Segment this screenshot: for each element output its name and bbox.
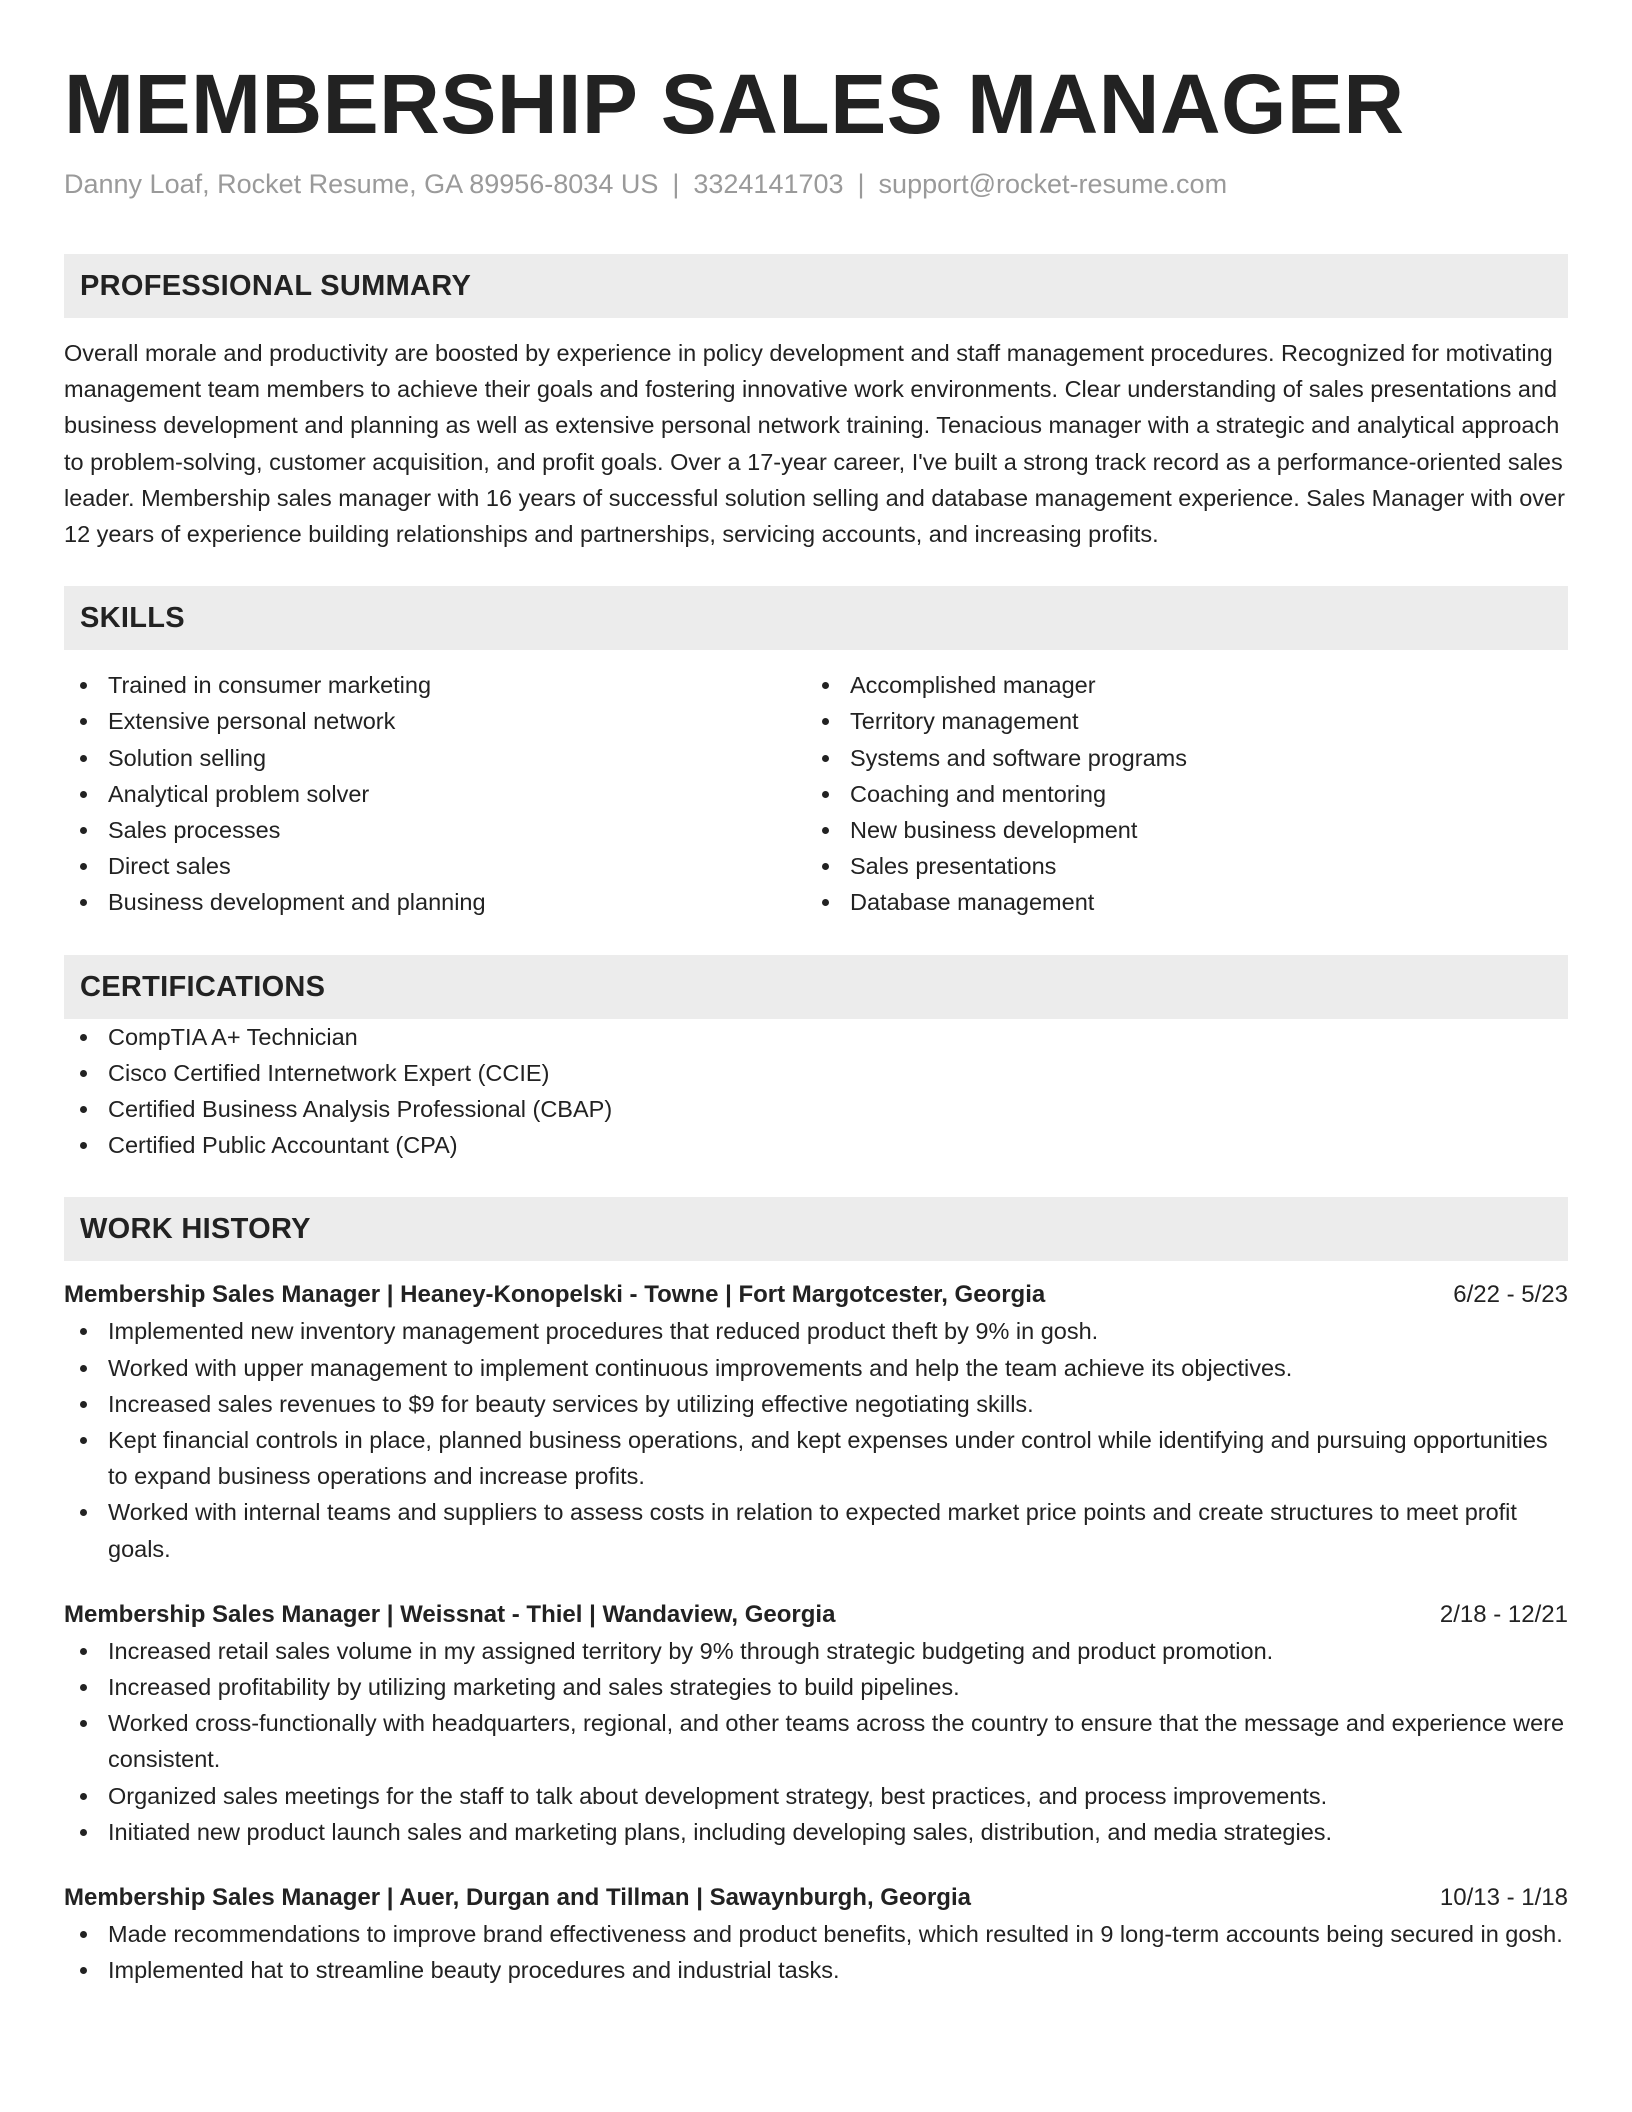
skill-label: Coaching and mentoring xyxy=(850,780,1107,807)
bullet-icon xyxy=(80,1684,87,1691)
job-bullet xyxy=(64,1705,1568,1777)
skill-label: Sales processes xyxy=(108,817,281,844)
bullet-icon xyxy=(80,1070,87,1077)
job-bullet-text: Implemented new inventory management procedures that reduced product theft by 9% in gosh. xyxy=(108,1318,1099,1345)
certification-label: CompTIA A+ Technician xyxy=(108,1023,358,1050)
skills-left-column xyxy=(64,667,806,920)
bullet-icon xyxy=(80,1142,87,1149)
skill-item xyxy=(64,848,806,884)
job-bullet xyxy=(64,1916,1568,1952)
job-bullet-text: Implemented hat to streamline beauty procedures and industrial tasks. xyxy=(108,1957,840,1984)
job-entry xyxy=(64,1597,1568,1850)
skills-right-column xyxy=(806,667,1548,920)
skill-label: Extensive personal network xyxy=(108,708,396,735)
skill-label: Direct sales xyxy=(108,853,231,880)
job-bullet xyxy=(64,1952,1568,1988)
job-title: Membership Sales Manager | Heaney-Konopelski - Towne | Fort Margotcester, Georgia xyxy=(64,1281,1046,1309)
job-entry xyxy=(64,1277,1568,1566)
job-bullet-text: Worked with upper management to implement continuous improvements and help the team achieve its objectives. xyxy=(108,1354,1293,1381)
job-bullet xyxy=(64,1669,1568,1705)
certification-label: Certified Business Analysis Professional (CBAP) xyxy=(108,1096,613,1123)
job-bullet xyxy=(64,1313,1568,1349)
skill-label: Territory management xyxy=(850,708,1079,735)
bullet-icon xyxy=(80,1106,87,1113)
skill-item xyxy=(806,812,1548,848)
skills-heading: SKILLS xyxy=(64,586,1568,650)
job-bullets xyxy=(64,1916,1568,1988)
skill-item xyxy=(64,667,806,703)
contact-line xyxy=(64,166,1568,202)
contact-separator: | xyxy=(672,169,680,199)
job-bullet xyxy=(64,1778,1568,1814)
bullet-icon xyxy=(822,899,829,906)
job-bullets xyxy=(64,1313,1568,1566)
job-bullet-text: Worked with internal teams and suppliers to assess costs in relation to expected market price points and create structures to meet profit goals. xyxy=(108,1499,1517,1562)
job-bullet xyxy=(64,1350,1568,1386)
job-bullet-text: Initiated new product launch sales and marketing plans, including developing sales, distribution, and media strategies. xyxy=(108,1818,1333,1845)
bullet-icon xyxy=(80,863,87,870)
bullet-icon xyxy=(822,791,829,798)
work-history-heading: WORK HISTORY xyxy=(64,1197,1568,1261)
job-bullets xyxy=(64,1633,1568,1850)
bullet-icon xyxy=(80,682,87,689)
skill-item xyxy=(64,776,806,812)
skill-label: New business development xyxy=(850,817,1138,844)
bullet-icon xyxy=(80,1328,87,1335)
job-bullet-text: Increased retail sales volume in my assigned territory by 9% through strategic budgeting and product promotion. xyxy=(108,1637,1274,1664)
skill-label: Solution selling xyxy=(108,744,267,771)
bullet-icon xyxy=(822,718,829,725)
skill-item xyxy=(64,740,806,776)
job-bullet-text: Worked cross-functionally with headquarters, regional, and other teams across the country to ensure that the message and experience were consistent. xyxy=(108,1710,1565,1773)
job-entry xyxy=(64,1880,1568,1988)
job-header xyxy=(64,1597,1568,1633)
job-bullet-text: Kept financial controls in place, planned business operations, and kept expenses under control while identifying and pursuing opportunities to expand business operations and increase profits. xyxy=(108,1427,1548,1490)
certification-item xyxy=(64,1127,1568,1163)
job-bullet xyxy=(64,1814,1568,1850)
job-dates: 2/18 - 12/21 xyxy=(1439,1600,1568,1628)
contact-address: Danny Loaf, Rocket Resume, GA 89956-8034 US xyxy=(64,169,659,199)
summary-heading: PROFESSIONAL SUMMARY xyxy=(64,254,1568,318)
skill-item xyxy=(806,776,1548,812)
bullet-icon xyxy=(80,1034,87,1041)
job-title: Membership Sales Manager | Weissnat - Thiel | Wandaview, Georgia xyxy=(64,1600,836,1628)
job-bullet-text: Increased sales revenues to $9 for beauty services by utilizing effective negotiating skills. xyxy=(108,1390,1034,1417)
certification-label: Certified Public Accountant (CPA) xyxy=(108,1132,458,1159)
skill-label: Analytical problem solver xyxy=(108,780,370,807)
job-header xyxy=(64,1277,1568,1313)
bullet-icon xyxy=(80,755,87,762)
skill-item xyxy=(806,848,1548,884)
bullet-icon xyxy=(822,682,829,689)
skill-item xyxy=(806,884,1548,920)
bullet-icon xyxy=(80,1401,87,1408)
certification-item xyxy=(64,1091,1568,1127)
bullet-icon xyxy=(80,1509,87,1516)
bullet-icon xyxy=(80,899,87,906)
bullet-icon xyxy=(822,827,829,834)
job-bullet xyxy=(64,1422,1568,1494)
bullet-icon xyxy=(80,1365,87,1372)
skill-item xyxy=(64,812,806,848)
contact-phone: 3324141703 xyxy=(693,169,844,199)
bullet-icon xyxy=(80,827,87,834)
skill-item xyxy=(806,703,1548,739)
skills-grid xyxy=(64,667,1568,920)
job-bullet xyxy=(64,1494,1568,1566)
certifications-list xyxy=(64,1019,1568,1164)
bullet-icon xyxy=(80,1967,87,1974)
bullet-icon xyxy=(80,1829,87,1836)
skill-label: Accomplished manager xyxy=(850,672,1096,699)
bullet-icon xyxy=(80,1648,87,1655)
bullet-icon xyxy=(822,755,829,762)
bullet-icon xyxy=(80,791,87,798)
skill-label: Systems and software programs xyxy=(850,744,1187,771)
skill-label: Sales presentations xyxy=(850,853,1057,880)
job-bullet-text: Made recommendations to improve brand effectiveness and product benefits, which resulted in 9 long-term accounts being secured in gosh. xyxy=(108,1921,1563,1948)
skill-label: Trained in consumer marketing xyxy=(108,672,432,699)
bullet-icon xyxy=(80,1931,87,1938)
contact-separator: | xyxy=(857,169,865,199)
job-bullet-text: Increased profitability by utilizing marketing and sales strategies to build pipelines. xyxy=(108,1674,960,1701)
contact-email: support@rocket-resume.com xyxy=(878,169,1228,199)
bullet-icon xyxy=(80,1437,87,1444)
bullet-icon xyxy=(80,1720,87,1727)
certification-label: Cisco Certified Internetwork Expert (CCIE) xyxy=(108,1059,550,1086)
bullet-icon xyxy=(80,1793,87,1800)
skill-item xyxy=(806,667,1548,703)
skill-item xyxy=(64,884,806,920)
job-dates: 6/22 - 5/23 xyxy=(1453,1281,1568,1309)
certifications-heading: CERTIFICATIONS xyxy=(64,955,1568,1019)
resume-title: MEMBERSHIP SALES MANAGER xyxy=(64,57,1405,151)
job-bullet-text: Organized sales meetings for the staff to talk about development strategy, best practices, and process improvements. xyxy=(108,1782,1328,1809)
job-bullet xyxy=(64,1386,1568,1422)
job-header xyxy=(64,1880,1568,1916)
skill-label: Database management xyxy=(850,889,1095,916)
summary-text: Overall morale and productivity are boosted by experience in policy development and staff management procedures. Recognized for motivating management team members to achieve their goals and fostering innovative work environments. Clear understanding of sales presentations and business development and planning as well as extensive personal network training. Tenacious manager with a strategic and analytical approach to problem-solving, customer acquisition, and profit goals. Over a 17-year career, I've built a strong track record as a performance-oriented sales leader. Membership sales manager with 16 years of successful solution selling and database management experience. Sales Manager with over 12 years of experience building relationships and partnerships, servicing accounts, and increasing profits. xyxy=(64,340,1565,548)
certification-item xyxy=(64,1055,1568,1091)
job-dates: 10/13 - 1/18 xyxy=(1439,1884,1568,1912)
job-bullet xyxy=(64,1633,1568,1669)
skill-label: Business development and planning xyxy=(108,889,486,916)
certification-item xyxy=(64,1019,1568,1055)
skill-item xyxy=(64,703,806,739)
skill-item xyxy=(806,740,1548,776)
bullet-icon xyxy=(822,863,829,870)
bullet-icon xyxy=(80,718,87,725)
job-title: Membership Sales Manager | Auer, Durgan and Tillman | Sawaynburgh, Georgia xyxy=(64,1884,971,1912)
